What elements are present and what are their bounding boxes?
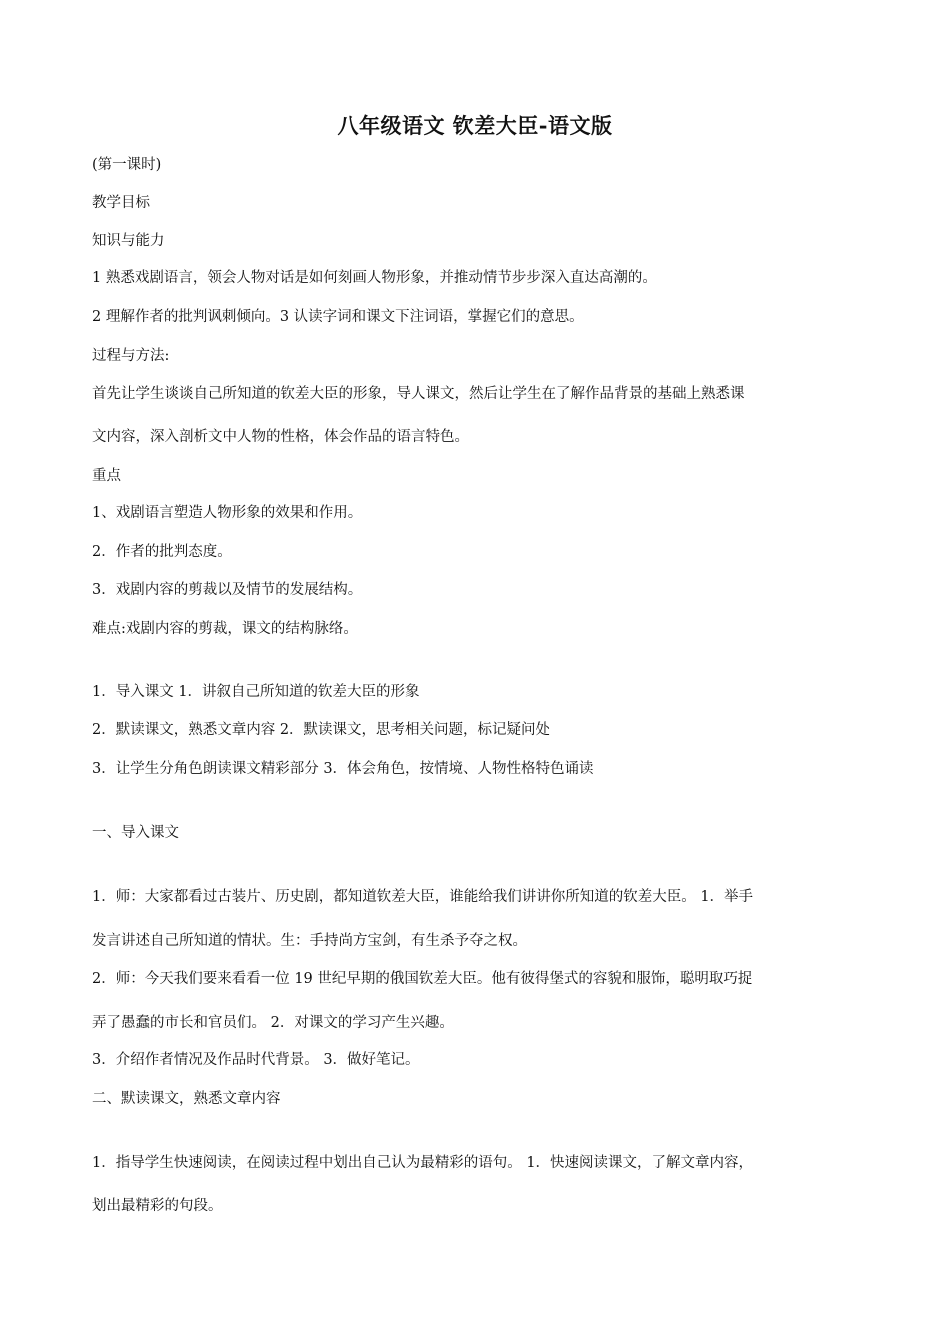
section-1-paragraph-2-line-1: 2．师：今天我们要来看看一位 19 世纪早期的俄国钦差大臣。他有彼得堡式的容貌和服饰，聪明取巧捉 <box>92 971 753 987</box>
section-heading-1: 一、导入课文 <box>92 825 179 841</box>
section-heading-2: 二、默读课文，熟悉文章内容 <box>92 1091 281 1107</box>
document-title: 八年级语文 钦差大臣-语文版 <box>337 113 613 138</box>
key-point-2: 2．作者的批判态度。 <box>92 544 232 560</box>
process-heading: 过程与方法: <box>92 348 170 364</box>
knowledge-heading: 知识与能力 <box>92 233 165 249</box>
section-1-paragraph-1-line-2: 发言讲述自己所知道的情状。生：手持尚方宝剑，有生杀予夺之权。 <box>92 933 527 949</box>
section-2-paragraph-1-line-1: 1．指导学生快速阅读，在阅读过程中划出自己认为最精彩的语句。 1．快速阅读课文，了解文章内容， <box>92 1155 754 1171</box>
process-text-line-2: 文内容，深入剖析文中人物的性格，体会作品的语言特色。 <box>92 429 469 445</box>
section-1-paragraph-3: 3．介绍作者情况及作品时代背景。 3．做好笔记。 <box>92 1052 420 1068</box>
key-point-1: 1、戏剧语言塑造人物形象的效果和作用。 <box>92 505 363 521</box>
difficulty-text: 难点:戏剧内容的剪裁，课文的结构脉络。 <box>92 621 358 637</box>
lesson-label: (第一课时) <box>92 157 162 173</box>
objectives-heading: 教学目标 <box>92 195 150 211</box>
key-points-heading: 重点 <box>92 468 121 484</box>
knowledge-item-2: 2 理解作者的批判讽刺倾向。3 认读字词和课文下注词语，掌握它们的意思。 <box>92 309 584 325</box>
section-2-paragraph-1-line-2: 划出最精彩的句段。 <box>92 1198 223 1214</box>
flow-item-3: 3．让学生分角色朗读课文精彩部分 3．体会角色，按情境、人物性格特色诵读 <box>92 761 594 777</box>
knowledge-item-1: 1 熟悉戏剧语言，领会人物对话是如何刻画人物形象，并推动情节步步深入直达高潮的。 <box>92 270 657 286</box>
flow-item-1: 1．导入课文 1．讲叙自己所知道的钦差大臣的形象 <box>92 684 420 700</box>
flow-item-2: 2．默读课文，熟悉文章内容 2．默读课文，思考相关问题，标记疑问处 <box>92 722 551 738</box>
section-1-paragraph-1-line-1: 1．师：大家都看过古装片、历史剧，都知道钦差大臣，谁能给我们讲讲你所知道的钦差大臣。 1．举手 <box>92 889 754 905</box>
process-text-line-1: 首先让学生谈谈自己所知道的钦差大臣的形象，导人课文，然后让学生在了解作品背景的基础上熟悉课 <box>92 386 745 402</box>
section-1-paragraph-2-line-2: 弄了愚蠢的市长和官员们。 2．对课文的学习产生兴趣。 <box>92 1015 454 1031</box>
key-point-3: 3．戏剧内容的剪裁以及情节的发展结构。 <box>92 582 363 598</box>
